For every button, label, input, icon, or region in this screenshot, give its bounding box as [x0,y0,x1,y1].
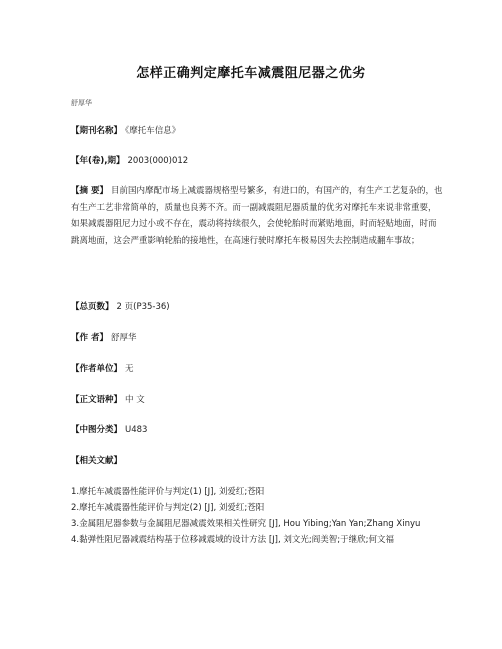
field-related [71,453,443,470]
field-value: 2003(000)012 [127,156,189,166]
field-label: 【期刊名称】 [71,126,123,136]
field-label: 【相关文献】 [71,456,123,466]
field-value: 舒厚华 [110,333,137,343]
field-value: 《摩托车信息》 [125,126,181,136]
field-journal [71,123,443,140]
field-value: 2 页(P35-36) [116,302,170,312]
field-language [71,392,443,409]
document-title: 怎样正确判定摩托车减震阻尼器之优劣 [136,66,366,81]
author-byline: 舒厚华 [71,99,92,107]
field-label: 【作者单位】 [71,364,123,374]
field-abstract [71,183,443,249]
field-label: 【摘 要】 [71,186,108,196]
field-author [71,330,443,347]
field-classification [71,422,443,439]
field-affiliation [71,361,443,378]
reference-item[interactable]: 1.摩托车减震器性能评价与判定(1) [J], 刘爱红;苍阳 [71,487,265,497]
field-year-issue [71,153,443,170]
field-pages [71,299,443,316]
reference-item[interactable]: 3.金属阻尼器参数与金属阻尼器减震效果相关性研究 [J], Hou Yibing;Yan Yan;Zhang Xinyu [71,519,421,529]
reference-list [71,484,441,548]
field-label: 【正文语种】 [71,395,123,405]
reference-item[interactable]: 4.黏弹性阻尼器减震结构基于位移减震域的设计方法 [J], 刘文光;阎美智;于继欣;何文福 [71,535,394,545]
reference-item[interactable]: 2.摩托车减震器性能评价与判定(2) [J], 刘爱红;苍阳 [71,503,265,513]
field-label: 【年(卷),期】 [71,156,125,166]
field-label: 【中图分类】 [71,425,123,435]
field-value: 目前国内摩配市场上减震器规格型号繁多，有进口的，有国产的，有生产工艺复杂的，也有生产工艺非常简单的，质量也良莠不齐。而一副减震阻尼器质量的优劣对摩托车来说非常重要，如果减震器阻尼力过小或不存在，震动将持续很久，会使轮胎时而紧贴地面，时而轻贴地面，时而跳离地面，这会严重影响轮胎的接地性，在高速行驶时摩托车极易因失去控制造成翻车事故； [71,186,443,246]
field-value: 中 文 [125,395,145,405]
field-label: 【作 者】 [71,333,108,343]
field-value: 无 [125,364,134,374]
field-value: U483 [125,425,148,435]
field-label: 【总页数】 [71,302,114,312]
